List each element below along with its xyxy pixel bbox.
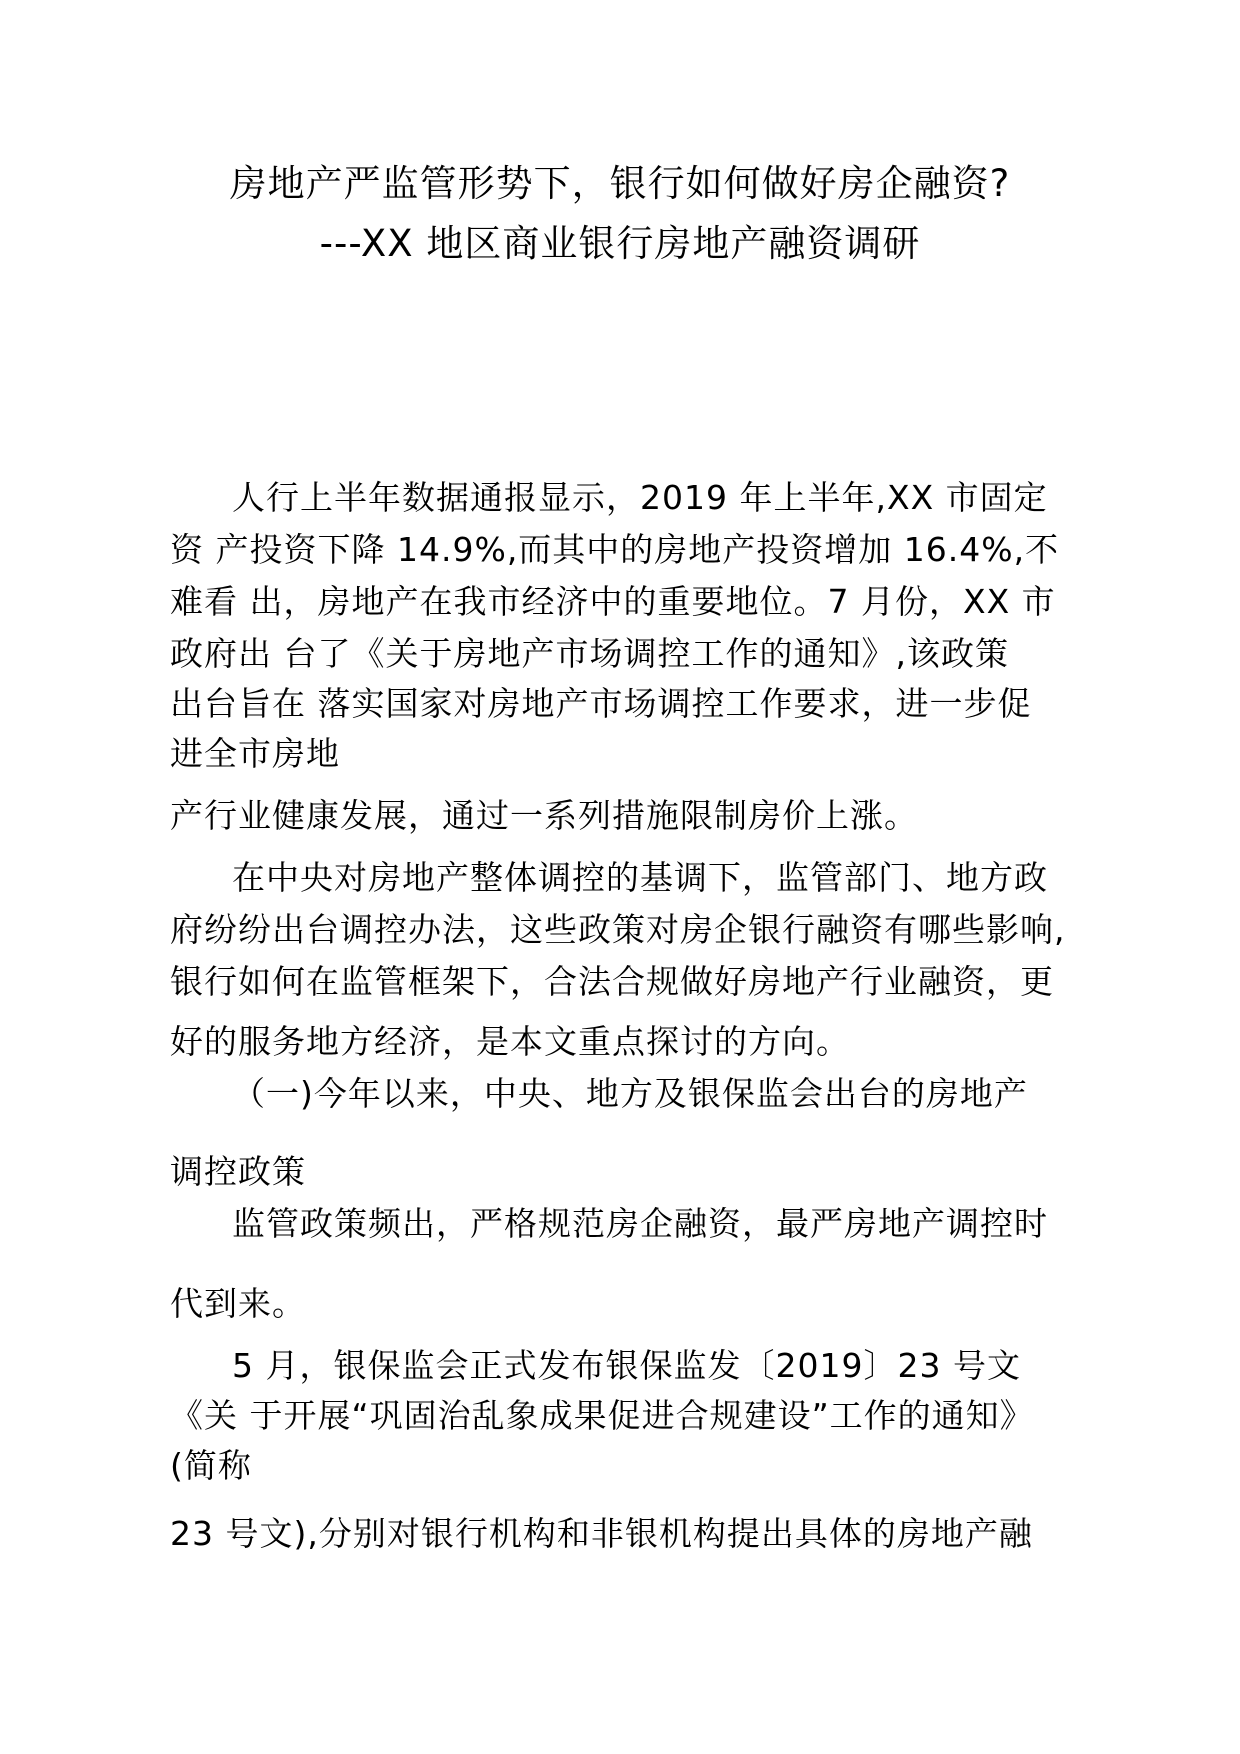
body-line: 政府出 台了《关于房地产市场调控工作的通知》,该政策	[170, 634, 1009, 673]
body-line: 府纷纷出台调控办法，这些政策对房企银行融资有哪些影响,	[170, 910, 1066, 949]
body-line: 进全市房地	[170, 734, 340, 773]
body-line: 难看 出，房地产在我市经济中的重要地位。7 月份，XX 市	[170, 582, 1056, 621]
body-line: 在中央对房地产整体调控的基调下，监管部门、地方政	[232, 858, 1048, 897]
body-line: 《关 于开展“巩固治乱象成果促进合规建设”工作的通知》	[170, 1396, 1034, 1435]
body-line: 人行上半年数据通报显示，2019 年上半年,XX 市固定	[232, 478, 1048, 517]
body-line: 代到来。	[170, 1284, 306, 1323]
body-line: 出台旨在 落实国家对房地产市场调控工作要求，进一步促	[170, 684, 1032, 723]
body-line: 监管政策频出，严格规范房企融资，最严房地产调控时	[232, 1204, 1048, 1243]
body-line: 产行业健康发展，通过一系列措施限制房价上涨。	[170, 796, 918, 835]
body-line: 银行如何在监管框架下，合法合规做好房地产行业融资，更	[170, 962, 1054, 1001]
body-line: 好的服务地方经济，是本文重点探讨的方向。	[170, 1022, 850, 1061]
document-subtitle: ---XX 地区商业银行房地产融资调研	[319, 222, 921, 265]
body-line: 23 号文),分别对银行机构和非银机构提出具体的房地产融	[170, 1514, 1033, 1553]
body-line: 资 产投资下降 14.9%,而其中的房地产投资增加 16.4%,不	[170, 530, 1060, 569]
section-heading: （一)今年以来，中央、地方及银保监会出台的房地产	[232, 1074, 1028, 1113]
body-line: 5 月，银保监会正式发布银保监发〔2019〕23 号文	[232, 1346, 1021, 1385]
section-heading: 调控政策	[170, 1152, 306, 1191]
body-line: (简称	[170, 1446, 252, 1485]
document-title: 房地产严监管形势下，银行如何做好房企融资?	[229, 162, 1011, 205]
